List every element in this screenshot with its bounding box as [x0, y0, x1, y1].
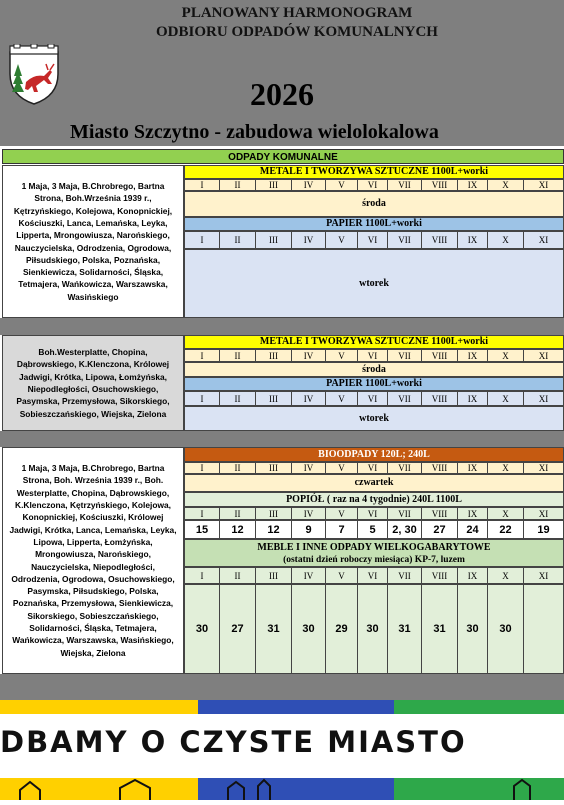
- month-cell: I: [184, 507, 220, 520]
- month-cell: VII: [388, 231, 422, 249]
- month-cell: VI: [358, 507, 388, 520]
- month-cell: X: [488, 231, 524, 249]
- month-cell: VI: [358, 391, 388, 406]
- month-cell: VIII: [422, 179, 458, 191]
- papier-day-1: wtorek: [184, 249, 564, 318]
- month-cell: XI: [524, 462, 564, 474]
- metale-day-1: środa: [184, 191, 564, 217]
- divider-2: [0, 431, 564, 447]
- month-cell: I: [184, 462, 220, 474]
- streets-block-1: 1 Maja, 3 Maja, B.Chrobrego, Bartna Strona, Boh.Września 1939 r., Kętrzyńskiego, Kolejowa, Konopnickiej, Kościuszki, Lanca, Lemańska, Leyka, Lipperta, Mrongowiusza, Narońskiego, Nauczycielska, Odrodzenia, Ogrodowa, Piłsudskiego, Polska, Poznańska, Sienkiewicza, Solidarności, Śląska, Tetmajera, Wańkowicza, Warszawska, Wasińskiego: [2, 165, 184, 318]
- months-row-1a: [184, 179, 564, 191]
- month-cell: III: [256, 567, 292, 584]
- title-line-2: ODBIORU ODPADÓW KOMUNALNYCH: [156, 24, 438, 40]
- month-cell: VI: [358, 179, 388, 191]
- month-cell: VIII: [422, 231, 458, 249]
- month-cell: I: [184, 391, 220, 406]
- divider-3: [0, 674, 564, 700]
- title-line-1: PLANOWANY HARMONOGRAM: [181, 5, 413, 21]
- footer-bottom-illustration: [0, 778, 564, 800]
- subtitle: Miasto Szczytno - zabudowa wielolokalowa: [70, 121, 439, 143]
- month-cell: X: [488, 179, 524, 191]
- month-cell: VI: [358, 349, 388, 362]
- popiol-value-cell: 22: [488, 520, 524, 539]
- month-cell: V: [326, 391, 358, 406]
- month-cell: V: [326, 462, 358, 474]
- months-row-3b: [184, 507, 564, 520]
- month-cell: IV: [292, 391, 326, 406]
- month-cell: IV: [292, 507, 326, 520]
- month-cell: II: [220, 349, 256, 362]
- month-cell: IV: [292, 567, 326, 584]
- month-cell: X: [488, 462, 524, 474]
- month-cell: V: [326, 567, 358, 584]
- month-cell: V: [326, 231, 358, 249]
- papier-label-2: PAPIER 1100L+worki: [184, 377, 564, 391]
- month-cell: VII: [388, 462, 422, 474]
- meble-label: [184, 539, 564, 567]
- meble-value-cell: 30: [488, 584, 524, 674]
- month-cell: X: [488, 507, 524, 520]
- month-cell: X: [488, 567, 524, 584]
- meble-value-cell: 29: [326, 584, 358, 674]
- months-row-2b: [184, 391, 564, 406]
- metale-label-1: METALE I TWORZYWA SZTUCZNE 1100L+worki: [184, 165, 564, 179]
- streets-block-3: 1 Maja, 3 Maja, B.Chrobrego, Bartna Strona, Boh. Września 1939 r., Boh. Westerplatte, Chopina, Dąbrowskiego, K.Klenczona, Kętrzyńskiego, Kolejowa, Konopnickiej, Kościuszki, Królowej Jadwigi, Krótka, Lanca, Lemańska, Leyka, Lipowa, Lipperta, Łomżyńska, Mrongowiusza, Narońskiego, Nauczycielska, Niepodległości, Odrodzenia, Ogrodowa, Osuchowskiego, Pasymska, Piłsudskiego, Polska, Poznańska, Przemysłowa, Sienkiewicza, Sikorskiego, Sobieszczańskiego, Solidarności, Śląska, Tetmajera, Wańkowicza, Warszawska, Wasińskiego, Wiejska, Zielona: [2, 447, 184, 674]
- popiol-value-cell: 2, 30: [388, 520, 422, 539]
- month-cell: III: [256, 507, 292, 520]
- month-cell: II: [220, 391, 256, 406]
- streets-block-2: Boh.Westerplatte, Chopina, Dąbrowskiego, K.Klenczona, Królowej Jadwigi, Krótka, Lipowa, Łomżyńska, Niepodległości, Osuchowskiego, Pasymska, Przemysłowa, Sikorskiego, Sobieszczańskiego, Wiejska, Zielona: [2, 335, 184, 431]
- bio-label: BIOODPADY 120L; 240L: [184, 447, 564, 462]
- month-cell: I: [184, 567, 220, 584]
- meble-label-line2: (ostatni dzień roboczy miesiąca) KP-7, luzem: [283, 555, 465, 565]
- meble-value-cell: 31: [256, 584, 292, 674]
- month-cell: VII: [388, 507, 422, 520]
- month-cell: III: [256, 231, 292, 249]
- popiol-value-cell: 15: [184, 520, 220, 539]
- month-cell: IV: [292, 349, 326, 362]
- month-cell: V: [326, 507, 358, 520]
- month-cell: IV: [292, 462, 326, 474]
- month-cell: XI: [524, 349, 564, 362]
- meble-value-cell: 30: [184, 584, 220, 674]
- month-cell: IX: [458, 391, 488, 406]
- month-cell: III: [256, 391, 292, 406]
- month-cell: VI: [358, 567, 388, 584]
- month-cell: XI: [524, 231, 564, 249]
- month-cell: IX: [458, 349, 488, 362]
- popiol-values-row: [184, 520, 564, 539]
- month-cell: XI: [524, 391, 564, 406]
- month-cell: V: [326, 349, 358, 362]
- month-cell: II: [220, 179, 256, 191]
- months-row-2a: [184, 349, 564, 362]
- month-cell: XI: [524, 567, 564, 584]
- meble-value-cell: 31: [388, 584, 422, 674]
- month-cell: VI: [358, 231, 388, 249]
- month-cell: I: [184, 179, 220, 191]
- month-cell: XI: [524, 507, 564, 520]
- month-cell: IX: [458, 179, 488, 191]
- month-cell: II: [220, 567, 256, 584]
- month-cell: II: [220, 462, 256, 474]
- meble-value-cell: [524, 584, 564, 674]
- popiol-value-cell: 12: [220, 520, 256, 539]
- bio-day: czwartek: [184, 474, 564, 492]
- papier-day-2: wtorek: [184, 406, 564, 431]
- month-cell: IV: [292, 231, 326, 249]
- footer-slogan: DBAMY O CZYSTE MIASTO: [0, 725, 467, 759]
- papier-label-1: PAPIER 1100L+worki: [184, 217, 564, 231]
- month-cell: II: [220, 231, 256, 249]
- meble-value-cell: 30: [292, 584, 326, 674]
- meble-value-cell: 30: [358, 584, 388, 674]
- month-cell: X: [488, 391, 524, 406]
- popiol-value-cell: 19: [524, 520, 564, 539]
- month-cell: VI: [358, 462, 388, 474]
- month-cell: IX: [458, 507, 488, 520]
- city-crest-icon: [8, 44, 60, 106]
- city-skyline-icon: [198, 778, 394, 800]
- month-cell: I: [184, 349, 220, 362]
- month-cell: IX: [458, 231, 488, 249]
- month-cell: IX: [458, 462, 488, 474]
- month-cell: IV: [292, 179, 326, 191]
- month-cell: VII: [388, 349, 422, 362]
- section-header: ODPADY KOMUNALNE: [2, 149, 564, 164]
- month-cell: III: [256, 349, 292, 362]
- popiol-value-cell: 5: [358, 520, 388, 539]
- month-cell: II: [220, 507, 256, 520]
- meble-value-cell: 27: [220, 584, 256, 674]
- page-header: [0, 0, 564, 146]
- months-row-1b: [184, 231, 564, 249]
- month-cell: XI: [524, 179, 564, 191]
- footer-stripes: [0, 700, 564, 714]
- popiol-label: POPIÓŁ ( raz na 4 tygodnie) 240L 1100L: [184, 492, 564, 507]
- month-cell: III: [256, 462, 292, 474]
- metale-label-2: METALE I TWORZYWA SZTUCZNE 1100L+worki: [184, 335, 564, 349]
- month-cell: VII: [388, 391, 422, 406]
- popiol-value-cell: 27: [422, 520, 458, 539]
- divider-1: [0, 318, 564, 335]
- month-cell: VII: [388, 179, 422, 191]
- month-cell: VIII: [422, 391, 458, 406]
- months-row-3a: [184, 462, 564, 474]
- popiol-value-cell: 7: [326, 520, 358, 539]
- popiol-value-cell: 12: [256, 520, 292, 539]
- month-cell: VII: [388, 567, 422, 584]
- month-cell: VIII: [422, 567, 458, 584]
- popiol-value-cell: 24: [458, 520, 488, 539]
- month-cell: IX: [458, 567, 488, 584]
- meble-value-cell: 30: [458, 584, 488, 674]
- month-cell: III: [256, 179, 292, 191]
- month-cell: X: [488, 349, 524, 362]
- meble-values-row: [184, 584, 564, 674]
- month-cell: V: [326, 179, 358, 191]
- meble-label-line1: MEBLE I INNE ODPADY WIELKOGABARYTOWE: [257, 542, 491, 553]
- month-cell: VIII: [422, 349, 458, 362]
- months-row-3c: [184, 567, 564, 584]
- month-cell: VIII: [422, 507, 458, 520]
- building-icon: [394, 778, 564, 800]
- year: 2026: [250, 76, 314, 112]
- metale-day-2: środa: [184, 362, 564, 377]
- meble-value-cell: 31: [422, 584, 458, 674]
- month-cell: I: [184, 231, 220, 249]
- houses-icon: [0, 778, 198, 800]
- month-cell: VIII: [422, 462, 458, 474]
- popiol-value-cell: 9: [292, 520, 326, 539]
